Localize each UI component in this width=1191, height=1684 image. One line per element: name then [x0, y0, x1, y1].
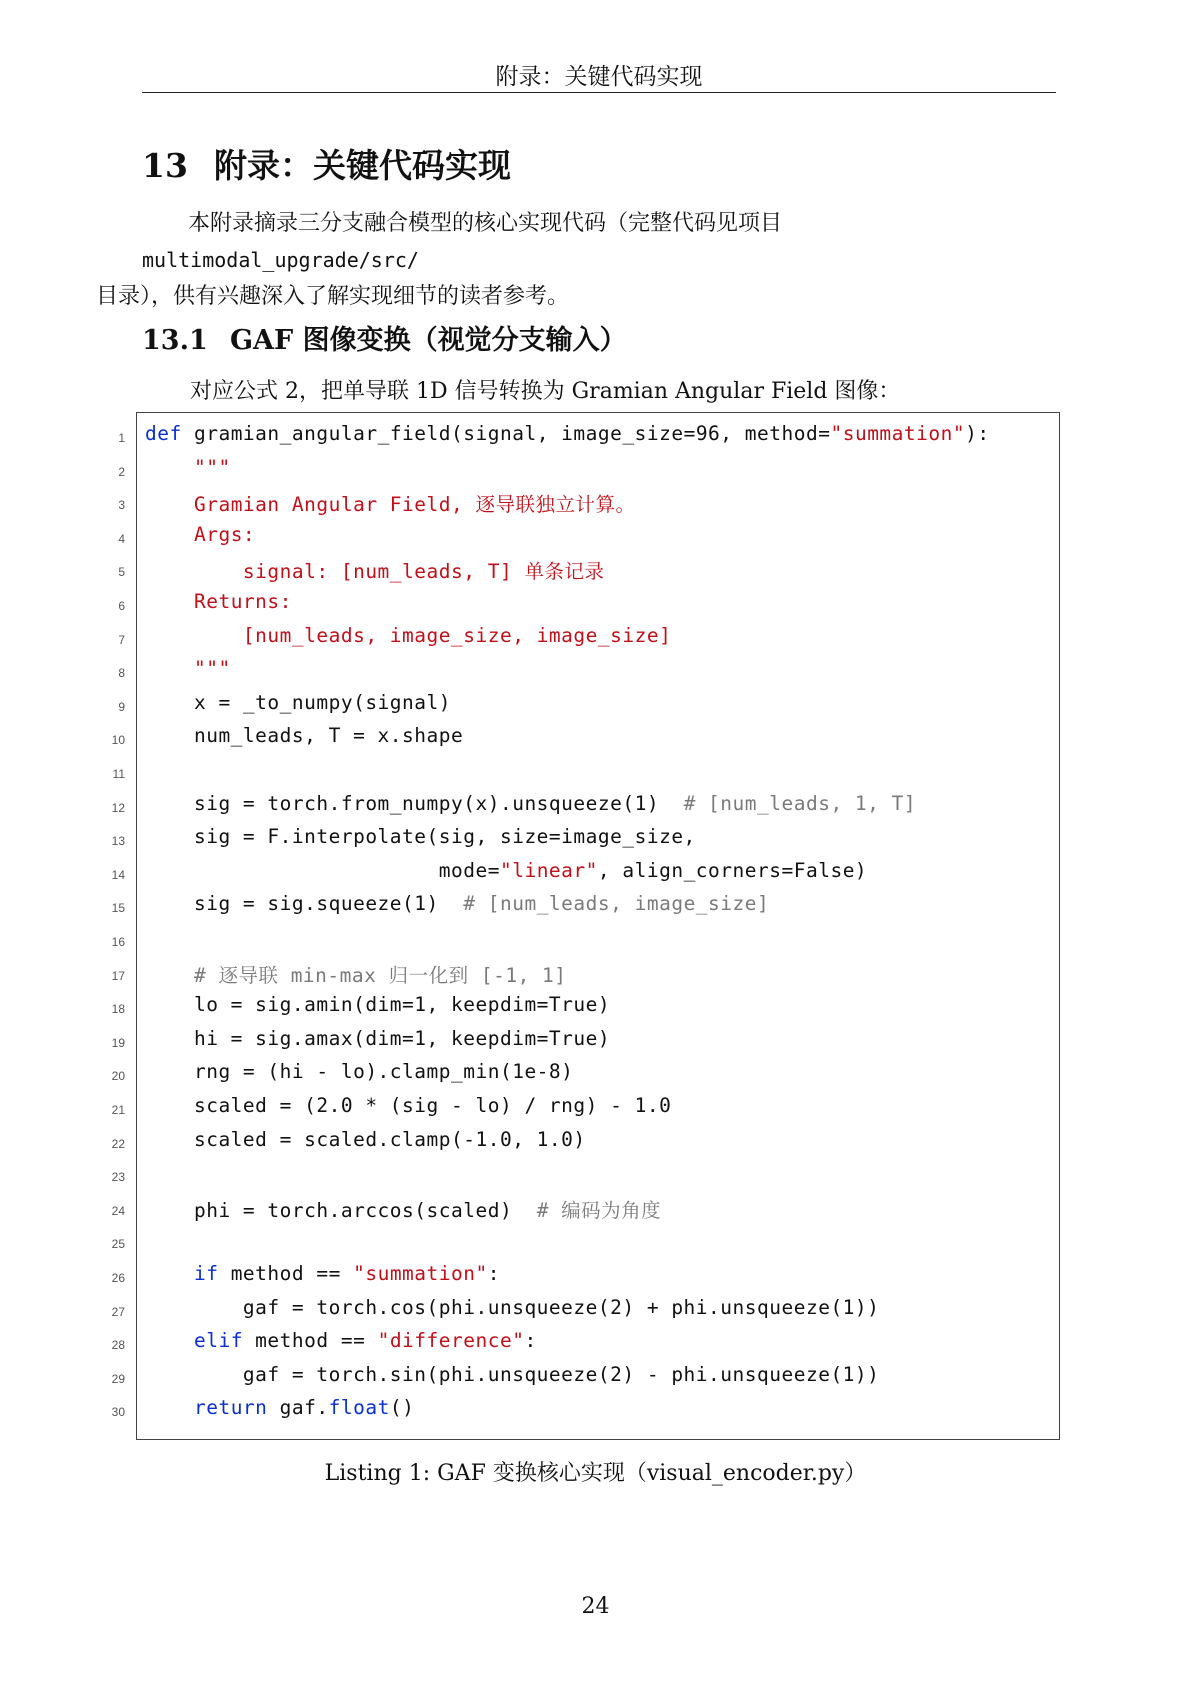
- code-token: [145, 493, 194, 516]
- code-token: hi = sig.amax(dim=1, keepdim=True): [145, 1026, 611, 1050]
- code-token: mode=: [145, 858, 500, 882]
- code-keyword: return: [193, 1396, 268, 1420]
- code-line: [112, 757, 1059, 791]
- line-number: 9: [118, 699, 125, 714]
- code-line: [118, 623, 1059, 657]
- code-line: [118, 522, 1059, 556]
- code-text: [145, 489, 636, 517]
- code-token: [145, 624, 243, 647]
- code-line: [118, 488, 1059, 522]
- line-number: 25: [111, 1237, 125, 1252]
- code-text: [145, 624, 671, 647]
- code-text: [145, 556, 604, 584]
- code-comment: # 编码为角度: [536, 1198, 662, 1222]
- code-token: num_leads, T = x.shape: [145, 724, 464, 748]
- header-rule: [142, 92, 1056, 93]
- line-number: 8: [118, 666, 125, 681]
- code-text: [145, 691, 451, 714]
- section-heading-text: 附录：关键代码实现: [214, 146, 511, 185]
- code-text: [145, 1027, 610, 1050]
- code-string: "summation": [830, 422, 966, 445]
- code-line: [118, 690, 1059, 724]
- line-number: 16: [111, 935, 125, 949]
- code-token: ):: [965, 422, 990, 445]
- intro-path: multimodal_upgrade/src/: [142, 248, 419, 272]
- code-token: gaf = torch.sin(phi.unsqueeze(2) - phi.unsqueeze(1)): [145, 1362, 880, 1386]
- code-comment: # [num_leads, 1, T]: [683, 791, 917, 815]
- code-token: [145, 1262, 194, 1285]
- line-number: 18: [111, 1002, 125, 1017]
- code-line: [111, 1160, 1059, 1194]
- code-token: [145, 523, 194, 546]
- line-number: 30: [111, 1405, 125, 1420]
- code-token: scaled = scaled.clamp(-1.0, 1.0): [145, 1127, 586, 1151]
- code-string: signal: [num_leads, T] 单条记录: [242, 560, 605, 584]
- code-token: rng = (hi - lo).clamp_min(1e-8): [145, 1060, 574, 1084]
- code-token: :: [524, 1329, 537, 1353]
- code-line: [118, 455, 1059, 489]
- code-text: [145, 1363, 879, 1386]
- line-number: 27: [111, 1304, 125, 1319]
- code-text: [145, 825, 696, 848]
- subsection-intro: 对应公式 2，把单导联 1D 信号转换为 Gramian Angular Field 图像：: [190, 379, 901, 404]
- code-comment: # 逐导联 min-max 归一化到 [-1, 1]: [193, 963, 567, 987]
- line-number: 12: [111, 800, 125, 815]
- code-text: [145, 1195, 661, 1223]
- line-number: 20: [111, 1069, 125, 1084]
- code-token: phi = torch.arccos(scaled): [145, 1198, 537, 1222]
- intro-text-after: 目录），供有兴趣深入了解实现细节的读者参考。: [96, 284, 570, 309]
- code-line: [111, 1295, 1059, 1329]
- line-number: 29: [111, 1371, 125, 1386]
- code-line: [111, 925, 1059, 959]
- code-token: gaf.: [267, 1396, 329, 1420]
- code-token: gaf = torch.cos(phi.unsqueeze(2) + phi.unsqueeze(1)): [145, 1295, 880, 1319]
- code-text: [145, 1060, 573, 1083]
- code-string: "summation": [353, 1262, 488, 1285]
- code-text: [145, 960, 567, 988]
- code-string: Returns:: [193, 590, 292, 613]
- code-line: [111, 1059, 1059, 1093]
- line-number: 28: [111, 1338, 125, 1353]
- code-keyword: float: [328, 1396, 390, 1420]
- code-token: (): [389, 1396, 415, 1420]
- subsection-title: [142, 318, 627, 357]
- code-string: Gramian Angular Field, 逐导联独立计算。: [193, 493, 636, 517]
- code-string: """: [193, 455, 231, 479]
- code-line: [111, 791, 1059, 825]
- line-number: 3: [118, 498, 125, 513]
- code-token: sig = torch.from_numpy(x).unsqueeze(1): [145, 791, 684, 815]
- code-token: :: [487, 1262, 500, 1285]
- code-text: [145, 993, 610, 1016]
- code-string: "linear": [499, 858, 598, 882]
- code-line: [111, 891, 1059, 925]
- code-string: [num_leads, image_size, image_size]: [242, 623, 672, 647]
- intro-text-before: 本附录摘录三分支融合模型的核心实现代码（完整代码见项目: [188, 211, 783, 236]
- code-line: [111, 858, 1059, 892]
- code-line: [118, 421, 1059, 455]
- line-number: 2: [118, 464, 125, 479]
- code-line: [118, 555, 1059, 589]
- line-number: 5: [118, 565, 125, 580]
- code-comment: # [num_leads, image_size]: [463, 892, 770, 916]
- code-keyword: def: [145, 422, 182, 445]
- code-token: [145, 590, 194, 613]
- code-line: [111, 1194, 1059, 1228]
- line-number: 21: [111, 1103, 125, 1117]
- code-token: sig = sig.squeeze(1): [145, 892, 464, 916]
- code-text: [145, 523, 255, 546]
- line-number: 26: [111, 1271, 125, 1285]
- code-line: [111, 959, 1059, 993]
- code-line: [118, 589, 1059, 623]
- subsection-heading-text: GAF 图像变换（视觉分支输入）: [230, 325, 627, 356]
- section-title: [142, 140, 511, 187]
- code-token: [145, 964, 194, 987]
- code-string: """: [193, 657, 231, 681]
- line-number: 4: [118, 531, 125, 546]
- code-token: method ==: [218, 1262, 354, 1285]
- code-text: [145, 1396, 414, 1419]
- code-text: [145, 590, 292, 613]
- code-token: lo = sig.amin(dim=1, keepdim=True): [145, 993, 611, 1017]
- code-line: [111, 1261, 1059, 1295]
- line-number: 1: [118, 431, 125, 445]
- line-number: 22: [111, 1136, 125, 1151]
- code-text: [145, 1296, 879, 1319]
- code-line: [111, 1328, 1059, 1362]
- listing-caption: Listing 1: GAF 变换核心实现（visual_encoder.py）: [324, 1461, 867, 1486]
- code-token: [145, 456, 194, 479]
- code-line: [111, 824, 1059, 858]
- code-keyword: if: [193, 1262, 219, 1285]
- code-token: , align_corners=False): [597, 858, 868, 882]
- code-listing: [111, 412, 1060, 1440]
- code-text: [145, 1329, 537, 1352]
- code-token: method ==: [242, 1329, 378, 1353]
- code-line: [111, 1093, 1059, 1127]
- code-token: gramian_angular_field(signal, image_size=96, method=: [181, 422, 831, 445]
- code-token: [145, 1329, 194, 1352]
- code-text: [145, 422, 990, 445]
- line-number: 10: [111, 733, 125, 748]
- code-text: [145, 657, 231, 680]
- line-number: 19: [111, 1035, 125, 1050]
- running-header: 附录：关键代码实现: [495, 64, 703, 90]
- intro-paragraph: [96, 206, 1058, 315]
- code-text: [145, 792, 916, 815]
- line-number: 15: [111, 901, 125, 916]
- code-line: [111, 1227, 1059, 1261]
- code-text: [145, 1128, 586, 1151]
- code-token: sig = F.interpolate(sig, size=image_size,: [145, 825, 696, 849]
- code-text: [145, 1094, 671, 1117]
- line-number: 6: [118, 599, 125, 613]
- code-text: [145, 859, 867, 882]
- page-number: 24: [581, 1594, 610, 1619]
- code-line: [111, 992, 1059, 1026]
- code-text: [145, 724, 463, 747]
- code-line: [111, 1395, 1059, 1429]
- code-token: scaled = (2.0 * (sig - lo) / rng) - 1.0: [145, 1094, 672, 1117]
- code-line: [111, 1127, 1059, 1161]
- code-text: [145, 456, 231, 479]
- code-keyword: elif: [193, 1329, 243, 1353]
- line-number: 13: [111, 834, 125, 849]
- code-token: [145, 1396, 194, 1419]
- section-number: 13: [142, 146, 188, 185]
- line-number: 14: [111, 867, 125, 882]
- code-line: [118, 656, 1059, 690]
- code-string: Args:: [193, 522, 256, 546]
- code-token: x = _to_numpy(signal): [145, 690, 451, 714]
- code-token: [145, 560, 243, 583]
- line-number: 24: [111, 1203, 125, 1218]
- line-number: 23: [111, 1170, 125, 1185]
- line-number: 17: [111, 968, 125, 983]
- line-number: 11: [112, 767, 125, 781]
- code-line: [111, 723, 1059, 757]
- line-number: 7: [118, 632, 125, 647]
- subsection-number: 13.1: [142, 325, 208, 356]
- code-line: [111, 1362, 1059, 1396]
- code-token: [145, 657, 194, 680]
- code-string: "difference": [377, 1329, 525, 1353]
- code-text: [145, 1262, 500, 1285]
- code-text: [145, 892, 769, 915]
- code-line: [111, 1026, 1059, 1060]
